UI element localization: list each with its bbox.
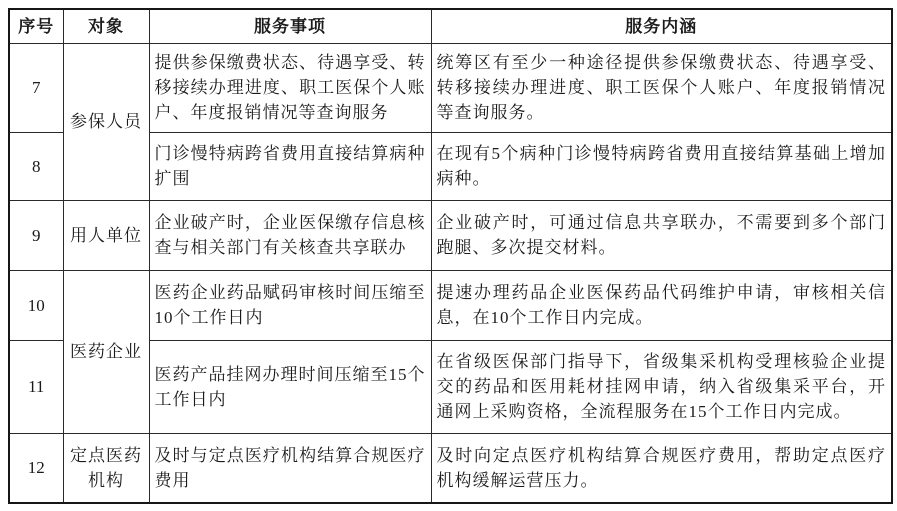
service-item: 医药企业药品赋码审核时间压缩至10个工作日内 — [149, 270, 431, 340]
object-group-employer: 用人单位 — [63, 200, 149, 270]
row-number: 8 — [9, 132, 63, 200]
header-row — [9, 9, 892, 43]
row-number: 9 — [9, 200, 63, 270]
row-number: 7 — [9, 43, 63, 132]
service-content: 企业破产时，可通过信息共享联办，不需要到多个部门跑腿、多次提交材料。 — [431, 200, 892, 270]
col-header-service-item: 服务事项 — [149, 9, 431, 43]
row-number: 10 — [9, 270, 63, 340]
service-content: 提速办理药品企业医保药品代码维护申请，审核相关信息，在10个工作日内完成。 — [431, 270, 892, 340]
col-header-number: 序号 — [9, 9, 63, 43]
service-item: 门诊慢特病跨省费用直接结算病种扩围 — [149, 132, 431, 200]
service-item: 及时与定点医疗机构结算合规医疗费用 — [149, 433, 431, 503]
service-item: 企业破产时，企业医保缴存信息核查与相关部门有关核查共享联办 — [149, 200, 431, 270]
object-group-pharma: 医药企业 — [63, 270, 149, 433]
service-content: 及时向定点医疗机构结算合规医疗费用，帮助定点医疗机构缓解运营压力。 — [431, 433, 892, 503]
col-header-object: 对象 — [63, 9, 149, 43]
object-group-designated: 定点医药机构 — [63, 433, 149, 503]
service-content: 在省级医保部门指导下，省级集采机构受理核验企业提交的药品和医用耗材挂网申请，纳入省级集采平台，开通网上采购资格，全流程服务在15个工作日内完成。 — [431, 340, 892, 433]
service-item: 医药产品挂网办理时间压缩至15个工作日内 — [149, 340, 431, 433]
table-row-9 — [9, 200, 892, 270]
service-table — [8, 8, 893, 504]
table-row-10 — [9, 270, 892, 340]
row-number: 11 — [9, 340, 63, 433]
table-row-12 — [9, 433, 892, 503]
service-content: 在现有5个病种门诊慢特病跨省费用直接结算基础上增加病种。 — [431, 132, 892, 200]
service-item: 提供参保缴费状态、待遇享受、转移接续办理进度、职工医保个人账户、年度报销情况等查询服务 — [149, 43, 431, 132]
row-number: 12 — [9, 433, 63, 503]
service-content: 统筹区有至少一种途径提供参保缴费状态、待遇享受、转移接续办理进度、职工医保个人账户、年度报销情况等查询服务。 — [431, 43, 892, 132]
table-row-7 — [9, 43, 892, 132]
col-header-service-content: 服务内涵 — [431, 9, 892, 43]
object-group-insured: 参保人员 — [63, 43, 149, 200]
